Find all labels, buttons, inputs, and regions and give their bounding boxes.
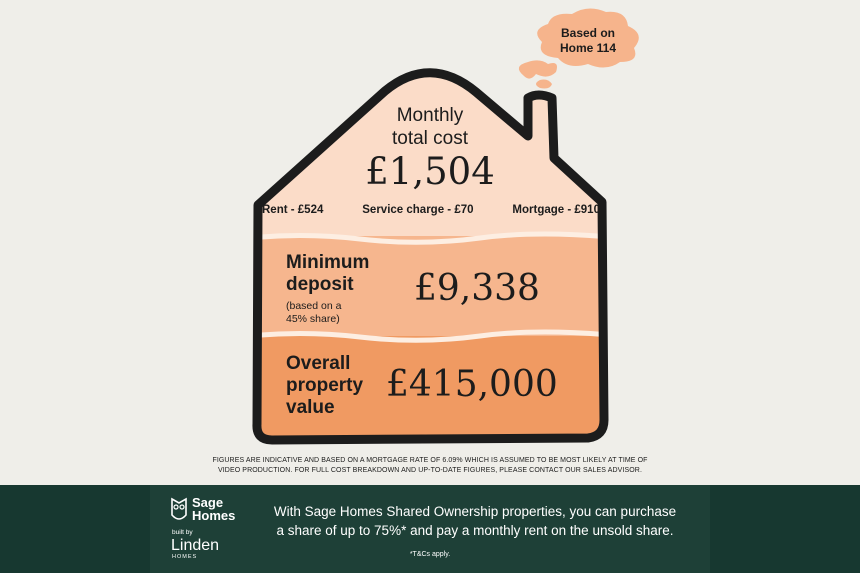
deposit-label [286,252,369,296]
rent-item: Rent - £524 [262,204,324,216]
owl-logo-icon [170,497,188,523]
monthly-title-line-2: total cost [391,128,469,149]
built-by-text: built by [172,529,193,536]
deposit-label-line-1: Minimum [286,252,370,273]
brand-line-1: Sage [192,495,224,510]
terms-note: *T&Cs apply. [409,551,451,558]
message-line-2: a share of up to 75%* and pay a monthly rent on the unsold share. [276,523,674,538]
service-charge-item: Service charge - £70 [362,204,474,216]
property-label-line-2: property [286,375,364,396]
property-value: £415,000 [386,364,558,405]
shared-ownership-message [255,502,695,540]
deposit-note-line-2: 45% share) [286,313,340,325]
deposit-note-line-1: (based on a [286,300,342,312]
cloud-line-1: Based on [560,26,615,40]
deposit-value: £9,338 [414,268,540,309]
monthly-cost-title [360,104,500,150]
linden-logo: Linden [171,537,220,554]
property-value-label [286,353,363,419]
cost-breakdown [262,204,600,216]
monthly-title-line-1: Monthly [396,105,464,126]
property-label-line-3: value [286,397,335,418]
message-line-1: With Sage Homes Shared Ownership properties, you can purchase [273,504,677,519]
mortgage-item: Mortgage - £910 [512,204,600,216]
linden-homes-sub: HOMES [172,554,198,560]
brand-line-2: Homes [192,508,236,523]
deposit-label-line-2: deposit [286,274,354,295]
disclaimer-line-2: VIDEO PRODUCTION. FOR FULL COST BREAKDOWN AND UP-TO-DATE FIGURES, PLEASE CONTACT OUR SALES ADVISOR. [217,466,642,474]
deposit-note [286,300,341,326]
cloud-caption [548,26,628,56]
disclaimer [190,456,670,475]
property-label-line-1: Overall [286,353,351,374]
brand-logos [170,495,250,565]
smoke-puff [519,60,557,78]
cloud-line-2: Home 114 [559,41,617,55]
monthly-cost-value: £1,504 [365,150,495,193]
disclaimer-line-1: FIGURES ARE INDICATIVE AND BASED ON A MORTGAGE RATE OF 6.09% WHICH IS ASSUMED TO BE MOST LIKELY AT TIME OF [212,457,648,464]
smoke-puff-small [536,80,552,89]
sage-homes-logo [192,496,235,522]
